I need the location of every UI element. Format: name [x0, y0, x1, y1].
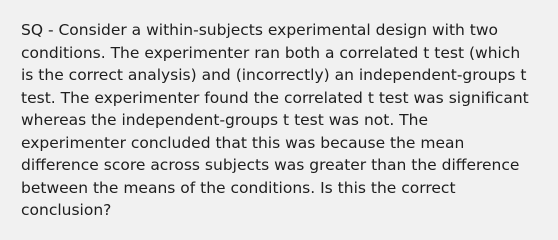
question-text: SQ - Consider a within-subjects experimental design with two conditions. The experimenter ran both a correlated t test (which is the correct analysis) and (incorrectly) an independent-groups t test. The experimenter found the correlated t test was significant whereas the independent-groups t test was not. The experimenter concluded that this was because the mean difference score across subjects was greater than the difference between the means of the conditions. Is this the correct conclusion? — [21, 21, 529, 219]
